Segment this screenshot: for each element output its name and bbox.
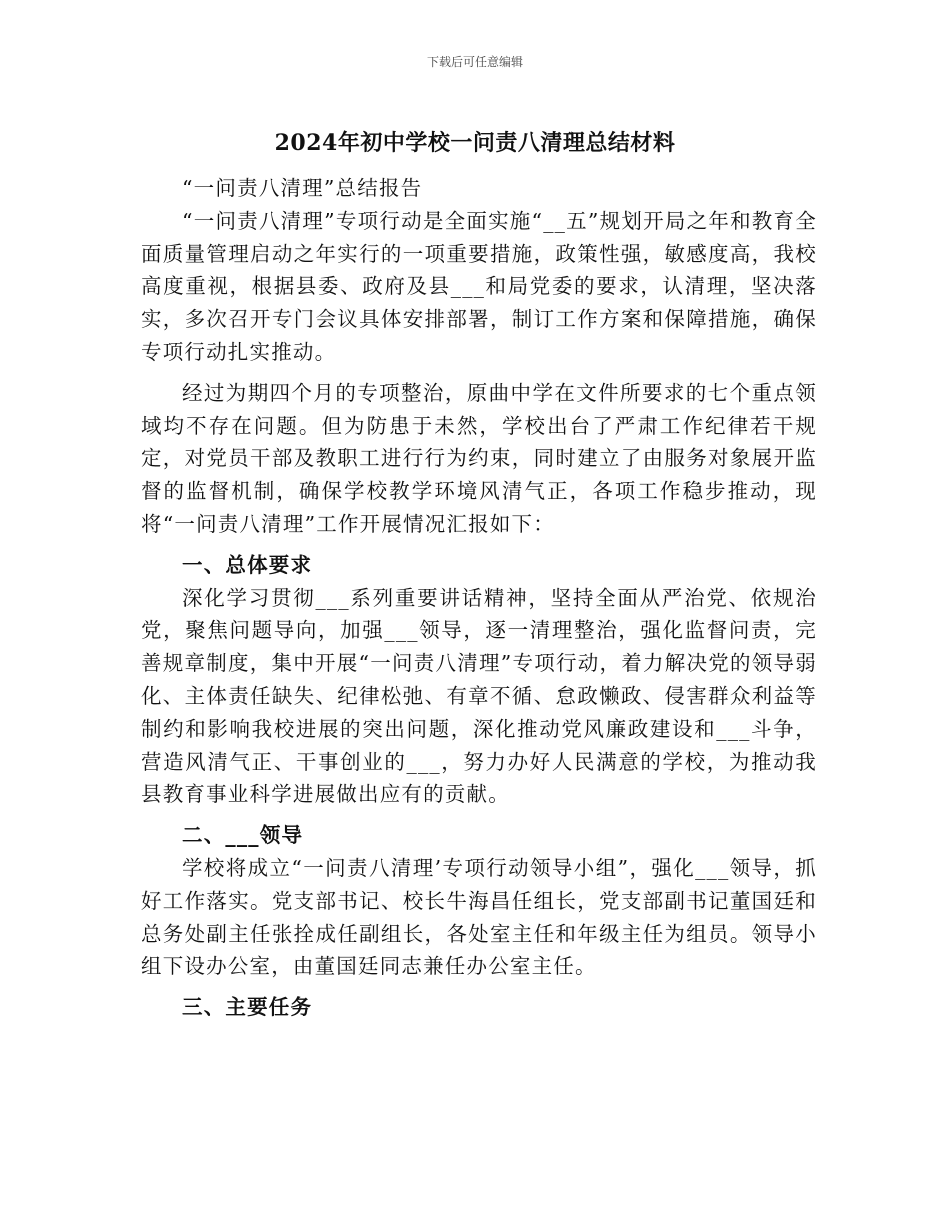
section-heading: 一、总体要求	[182, 552, 313, 577]
section-paragraph: 学校将成立“一问责八清理’专项行动领导小组”，强化___领导，抓好工作落实。党支部书记、校长牛海昌任组长，党支部副书记董国廷和总务处副主任张拴成任副组长，各处室主任和年级主任为组员。领导小组下设办公室，由董国廷同志兼任办公室主任。	[141, 855, 817, 979]
document-body	[141, 172, 817, 1024]
intro-paragraph: 经过为期四个月的专项整治，原曲中学在文件所要求的七个重点领域均不存在问题。但为防患于未然，学校出台了严肃工作纪律若干规定，对党员干部及教职工进行行为约束，同时建立了由服务对象展开监督的监督机制，确保学校教学环境风清气正，各项工作稳步推动，现将“一问责八清理”工作开展情况汇报如下：	[141, 380, 817, 536]
section-paragraph: 深化学习贯彻___系列重要讲话精神，坚持全面从严治党、依规治党，聚焦问题导向，加强___领导，逐一清理整治，强化监督问责，完善规章制度，集中开展“一问责八清理”专项行动，着力解决党的领导弱化、主体责任缺失、纪律松弛、有章不循、怠政懒政、侵害群众利益等制约和影响我校进展的突出问题，深化推动党风廉政建设和___斗争，营造风清气正、干事创业的___，努力办好人民满意的学校，为推动我县教育事业科学进展做出应有的贡献。	[141, 585, 817, 807]
page-header-note: 下载后可任意编辑	[426, 55, 523, 69]
section-heading: 二、___领导	[182, 823, 304, 848]
document-title: 2024年初中学校一问责八清理总结材料	[274, 130, 676, 156]
intro-paragraph: “一问责八清理”专项行动是全面实施“__五”规划开局之年和教育全面质量管理启动之年实行的一项重要措施，政策性强，敏感度高，我校高度重视，根据县委、政府及县___和局党委的要求，认清理，坚决落实，多次召开专门会议具体安排部署，制订工作方案和保障措施，确保专项行动扎实推动。	[141, 208, 817, 364]
section-heading: 三、主要任务	[182, 995, 313, 1020]
report-subtitle: “一问责八清理”总结报告	[182, 176, 423, 200]
